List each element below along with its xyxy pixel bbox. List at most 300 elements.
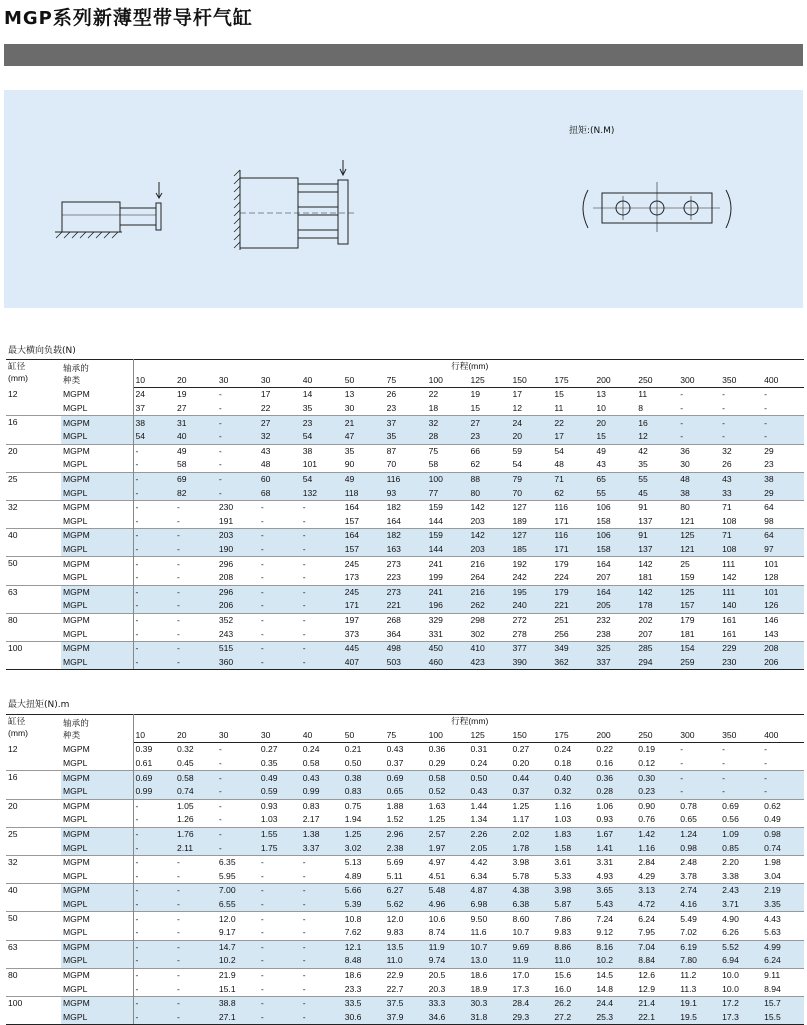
value-cell: 5.62 — [385, 898, 427, 912]
stroke-column-header: 350 — [720, 374, 762, 388]
bore-size-cell — [6, 458, 61, 472]
value-cell: 0.39 — [135, 744, 153, 755]
value-cell: - — [133, 543, 175, 557]
guide-rod-diagram — [234, 160, 356, 250]
value-cell: 181 — [680, 628, 695, 639]
value-cell: 10.2 — [594, 954, 636, 968]
value-cell: 199 — [428, 572, 443, 583]
value-cell: 21.9 — [217, 968, 259, 982]
value-cell: 64 — [762, 500, 804, 514]
value-cell: 192 — [510, 557, 552, 571]
stroke-column-header: 10 — [133, 729, 175, 743]
value-cell: 43 — [720, 472, 762, 486]
value-cell: 4.43 — [762, 912, 804, 926]
table-row — [6, 827, 804, 841]
table-row — [6, 444, 804, 458]
value-cell: 21 — [343, 416, 385, 430]
value-cell: - — [133, 486, 175, 500]
value-cell: 179 — [678, 613, 720, 627]
type-header: 轴承的 种类 — [61, 715, 133, 743]
value-cell: 0.20 — [512, 758, 530, 769]
size-header: 缸径 (mm) — [6, 360, 61, 388]
value-cell: 12.0 — [385, 912, 427, 926]
bearing-type-cell: MGPL — [61, 430, 133, 444]
value-cell: 3.98 — [552, 884, 594, 898]
value-cell: 154 — [678, 641, 720, 655]
value-cell: 17.2 — [720, 996, 762, 1010]
value-cell: - — [135, 572, 139, 583]
value-cell: 329 — [427, 613, 469, 627]
value-cell: 35 — [638, 459, 648, 470]
value-cell: 14.8 — [596, 983, 614, 994]
value-cell: 157 — [343, 543, 385, 557]
value-cell: - — [301, 884, 343, 898]
bore-size-cell: 50 — [6, 557, 61, 571]
value-cell: - — [259, 655, 301, 669]
value-cell: 325 — [594, 641, 636, 655]
value-cell: 298 — [469, 613, 511, 627]
bearing-type-cell: MGPL — [61, 627, 133, 641]
value-cell: 23 — [764, 459, 774, 470]
value-cell: - — [218, 814, 222, 825]
stroke-column-header: 30 — [217, 374, 259, 388]
table-row — [6, 996, 804, 1010]
value-cell: 2.57 — [427, 827, 469, 841]
value-cell: 221 — [552, 599, 594, 613]
value-cell: 71 — [552, 472, 594, 486]
value-cell: 80 — [469, 486, 511, 500]
value-cell: 0.93 — [596, 814, 614, 825]
value-cell: 143 — [764, 628, 779, 639]
bore-size-cell: 32 — [6, 855, 61, 869]
value-cell: 101 — [762, 585, 804, 599]
bore-size-cell: 63 — [6, 585, 61, 599]
value-cell: - — [259, 884, 301, 898]
value-cell: 2.20 — [720, 855, 762, 869]
bore-size-cell: 100 — [6, 996, 61, 1010]
value-cell: 66 — [469, 444, 511, 458]
stroke-column-header: 175 — [552, 729, 594, 743]
value-cell: 0.69 — [720, 799, 762, 813]
value-cell: 171 — [554, 515, 569, 526]
bearing-type-cell: MGPL — [61, 543, 133, 557]
value-cell: 15 — [470, 403, 481, 414]
value-cell: 35 — [302, 403, 313, 414]
value-cell: - — [217, 430, 259, 444]
value-cell: 0.40 — [552, 771, 594, 785]
value-cell: - — [133, 529, 175, 543]
value-cell: 58 — [428, 459, 439, 470]
value-cell: - — [133, 996, 175, 1010]
value-cell: 181 — [638, 572, 653, 583]
table-row — [6, 402, 804, 416]
value-cell: 33.5 — [343, 996, 385, 1010]
value-cell: 36 — [678, 444, 720, 458]
value-cell: 38 — [301, 444, 343, 458]
table-row — [6, 543, 804, 557]
bearing-type-cell: MGPL — [61, 402, 133, 416]
stroke-column-header: 150 — [510, 729, 552, 743]
value-cell: 10.2 — [217, 954, 259, 968]
value-cell: 69 — [175, 472, 217, 486]
value-cell: 17.0 — [510, 968, 552, 982]
bore-size-cell — [6, 870, 61, 884]
value-cell: 1.03 — [260, 814, 278, 825]
value-cell: - — [762, 416, 804, 430]
value-cell: - — [259, 613, 301, 627]
value-cell: 33.3 — [427, 996, 469, 1010]
value-cell: 445 — [343, 641, 385, 655]
value-cell: 178 — [636, 599, 678, 613]
value-cell: 22 — [552, 416, 594, 430]
value-cell: 2.05 — [469, 841, 511, 855]
value-cell: 206 — [762, 655, 804, 669]
value-cell: 8.74 — [428, 927, 446, 938]
bearing-type-cell: MGPL — [61, 870, 133, 884]
value-cell: 6.38 — [510, 898, 552, 912]
torque-unit-label: 扭矩:(N.M) — [569, 126, 615, 136]
value-cell: 38 — [133, 416, 175, 430]
table-row — [6, 813, 804, 827]
value-cell: - — [764, 758, 767, 769]
value-cell: 1.03 — [554, 814, 572, 825]
value-cell: 19 — [176, 389, 187, 400]
value-cell: 0.28 — [594, 785, 636, 799]
value-cell: 1.55 — [259, 827, 301, 841]
value-cell: - — [135, 870, 139, 881]
value-cell: 15 — [554, 389, 564, 400]
stroke-column-header: 40 — [301, 374, 343, 388]
value-cell: 31 — [175, 416, 217, 430]
value-cell: 0.58 — [427, 771, 469, 785]
value-cell: 49 — [594, 444, 636, 458]
value-cell: 12.0 — [217, 912, 259, 926]
value-cell: 0.58 — [302, 758, 320, 769]
bore-size-cell: 20 — [6, 444, 61, 458]
bearing-type-cell: MGPM — [61, 641, 133, 655]
value-cell: 352 — [217, 613, 259, 627]
value-cell: 171 — [552, 543, 594, 557]
bore-size-cell — [6, 757, 61, 771]
value-cell: - — [259, 954, 301, 968]
value-cell: - — [217, 799, 259, 813]
value-cell: 90 — [344, 459, 355, 470]
value-cell: 18 — [428, 403, 439, 414]
value-cell: 18.6 — [343, 968, 385, 982]
load-diagram-panel — [4, 90, 803, 308]
value-cell: 15.6 — [552, 968, 594, 982]
value-cell: 3.37 — [301, 841, 343, 855]
value-cell: 5.78 — [512, 870, 530, 881]
value-cell: 503 — [385, 655, 427, 669]
value-cell: - — [302, 983, 306, 994]
table-row — [6, 968, 804, 982]
value-cell: 32 — [427, 416, 469, 430]
value-cell: 28 — [427, 430, 469, 444]
value-cell: 6.98 — [469, 898, 511, 912]
value-cell: 158 — [594, 543, 636, 557]
value-cell: 0.93 — [259, 799, 301, 813]
bore-size-cell: 16 — [6, 771, 61, 785]
value-cell: 75 — [427, 444, 469, 458]
table-row — [6, 515, 804, 529]
value-cell: 126 — [762, 599, 804, 613]
value-cell: - — [218, 389, 222, 400]
value-cell: 4.16 — [678, 898, 720, 912]
table-row — [6, 557, 804, 571]
value-cell: 8.16 — [594, 940, 636, 954]
stroke-column-header: 75 — [385, 374, 427, 388]
value-cell: - — [217, 472, 259, 486]
value-cell: 27 — [176, 403, 187, 414]
value-cell: 1.76 — [175, 827, 217, 841]
bearing-type-cell: MGPM — [61, 388, 133, 402]
value-cell: 450 — [427, 641, 469, 655]
value-cell: - — [260, 572, 264, 583]
value-cell: 9.83 — [554, 927, 572, 938]
value-cell: 16 — [636, 416, 678, 430]
value-cell: 6.24 — [636, 912, 678, 926]
value-cell: 1.06 — [594, 799, 636, 813]
bearing-type-cell: MGPM — [61, 799, 133, 813]
bearing-type-cell: MGPL — [61, 458, 133, 472]
value-cell: 5.95 — [218, 870, 236, 881]
value-cell: 43 — [259, 444, 301, 458]
stroke-column-header: 150 — [510, 374, 552, 388]
value-cell: 31.8 — [469, 1010, 511, 1024]
table-row — [6, 926, 804, 940]
value-cell: 68 — [259, 486, 301, 500]
value-cell: 70 — [510, 486, 552, 500]
bore-size-cell — [6, 430, 61, 444]
value-cell: 108 — [722, 515, 737, 526]
value-cell: 190 — [217, 543, 259, 557]
value-cell: 1.52 — [386, 814, 404, 825]
value-cell: 4.29 — [638, 870, 655, 881]
value-cell: 64 — [762, 529, 804, 543]
value-cell: - — [176, 628, 180, 639]
table-row — [6, 529, 804, 543]
value-cell: - — [260, 515, 264, 526]
value-cell: 55 — [594, 486, 636, 500]
table-row — [6, 416, 804, 430]
value-cell: 349 — [552, 641, 594, 655]
value-cell: 5.66 — [343, 884, 385, 898]
value-cell: 268 — [385, 613, 427, 627]
stroke-column-header: 125 — [469, 374, 511, 388]
value-cell: - — [259, 543, 301, 557]
value-cell: 5.33 — [554, 870, 572, 881]
value-cell: - — [301, 641, 343, 655]
stroke-column-header: 250 — [636, 729, 678, 743]
value-cell: - — [260, 983, 264, 994]
value-cell: 22.9 — [385, 968, 427, 982]
header-bar — [4, 44, 803, 66]
value-cell: 2.43 — [720, 884, 762, 898]
value-cell: 6.24 — [762, 954, 804, 968]
value-cell: 0.36 — [428, 744, 446, 755]
value-cell: 9.83 — [386, 927, 404, 938]
value-cell: 42 — [636, 444, 678, 458]
value-cell: 35 — [343, 444, 385, 458]
value-cell: - — [764, 389, 767, 400]
value-cell: - — [217, 771, 259, 785]
value-cell: 205 — [594, 599, 636, 613]
value-cell: 159 — [427, 529, 469, 543]
value-cell: 171 — [343, 599, 385, 613]
value-cell: 216 — [469, 585, 511, 599]
bore-size-cell: 80 — [6, 968, 61, 982]
value-cell: - — [301, 529, 343, 543]
value-cell: 1.88 — [385, 799, 427, 813]
value-cell: 337 — [594, 655, 636, 669]
value-cell: 241 — [427, 557, 469, 571]
value-cell: 21.4 — [636, 996, 678, 1010]
table-row — [6, 1010, 804, 1024]
value-cell: - — [133, 827, 175, 841]
value-cell: 18.6 — [469, 968, 511, 982]
value-cell: 9.74 — [427, 954, 469, 968]
value-cell: 12 — [636, 430, 678, 444]
value-cell: - — [722, 403, 725, 414]
stroke-column-header: 125 — [469, 729, 511, 743]
bore-size-cell: 16 — [6, 416, 61, 430]
value-cell: - — [218, 459, 222, 470]
stroke-column-header: 30 — [259, 729, 301, 743]
value-cell: 0.27 — [512, 744, 530, 755]
value-cell: - — [301, 898, 343, 912]
stroke-column-header: 75 — [385, 729, 427, 743]
value-cell: 62 — [470, 459, 481, 470]
stroke-column-header: 200 — [594, 729, 636, 743]
value-cell: - — [217, 785, 259, 799]
bore-size-cell — [6, 841, 61, 855]
value-cell: - — [133, 940, 175, 954]
value-cell: 4.96 — [427, 898, 469, 912]
value-cell: 179 — [552, 585, 594, 599]
value-cell: 22.7 — [386, 983, 404, 994]
bearing-type-cell: MGPM — [61, 855, 133, 869]
value-cell: - — [218, 744, 222, 755]
value-cell: 232 — [594, 613, 636, 627]
value-cell: 0.59 — [259, 785, 301, 799]
value-cell: - — [176, 572, 180, 583]
value-cell: 22 — [260, 403, 271, 414]
value-cell: 294 — [636, 655, 678, 669]
value-cell: - — [217, 444, 259, 458]
value-cell: 1.25 — [428, 814, 446, 825]
value-cell: 407 — [343, 655, 385, 669]
value-cell: - — [762, 771, 804, 785]
torque-section-title: 最大扭矩(N).m — [8, 700, 70, 710]
table-row — [6, 799, 804, 813]
value-cell: 20.3 — [428, 983, 446, 994]
title-description: 系列新薄型带导杆气缸 — [52, 7, 253, 29]
value-cell: - — [762, 785, 804, 799]
value-cell: 101 — [762, 557, 804, 571]
bore-size-cell — [6, 655, 61, 669]
value-cell: - — [133, 912, 175, 926]
bearing-type-cell: MGPL — [61, 926, 133, 940]
value-cell: 10.6 — [427, 912, 469, 926]
bore-size-cell: 50 — [6, 912, 61, 926]
value-cell: - — [133, 472, 175, 486]
bore-size-cell — [6, 898, 61, 912]
value-cell: 185 — [510, 543, 552, 557]
value-cell: 164 — [594, 557, 636, 571]
value-cell: 331 — [428, 628, 443, 639]
value-cell: - — [259, 996, 301, 1010]
value-cell: 3.35 — [762, 898, 804, 912]
value-cell: 2.74 — [678, 884, 720, 898]
value-cell: 0.49 — [764, 814, 781, 825]
value-cell: 7.80 — [678, 954, 720, 968]
value-cell: 7.00 — [217, 884, 259, 898]
stroke-column-header: 20 — [175, 729, 217, 743]
value-cell: 142 — [636, 585, 678, 599]
value-cell: 0.32 — [552, 785, 594, 799]
value-cell: 1.63 — [427, 799, 469, 813]
value-cell: - — [259, 557, 301, 571]
value-cell: 142 — [722, 572, 737, 583]
value-cell: - — [720, 430, 762, 444]
value-cell: 7.62 — [344, 927, 362, 938]
value-cell: 0.69 — [385, 771, 427, 785]
value-cell: 98 — [764, 515, 774, 526]
value-cell: 7.24 — [594, 912, 636, 926]
value-cell: 245 — [343, 585, 385, 599]
value-cell: 157 — [344, 515, 360, 526]
stroke-column-header: 400 — [762, 374, 804, 388]
value-cell: 27 — [469, 416, 511, 430]
value-cell: 11 — [554, 403, 564, 414]
value-cell: 4.87 — [469, 884, 511, 898]
value-cell: 0.69 — [133, 771, 175, 785]
value-cell: 101 — [302, 459, 318, 470]
value-cell: 362 — [552, 655, 594, 669]
value-cell: 0.50 — [469, 771, 511, 785]
bearing-type-cell: MGPM — [61, 771, 133, 785]
value-cell: 4.99 — [762, 940, 804, 954]
value-cell: 137 — [638, 515, 653, 526]
value-cell: - — [135, 459, 139, 470]
value-cell: 11.3 — [680, 983, 697, 994]
bearing-type-cell: MGPM — [61, 743, 133, 757]
value-cell: 26 — [386, 389, 397, 400]
bore-size-cell: 25 — [6, 472, 61, 486]
value-cell: 8.48 — [343, 954, 385, 968]
stroke-column-header: 350 — [720, 729, 762, 743]
value-cell: 4.97 — [427, 855, 469, 869]
value-cell: 515 — [217, 641, 259, 655]
value-cell: - — [135, 628, 139, 639]
value-cell: 24 — [510, 416, 552, 430]
value-cell: 106 — [594, 529, 636, 543]
value-cell: - — [133, 585, 175, 599]
value-cell: 9.17 — [218, 927, 236, 938]
bore-size-cell — [6, 813, 61, 827]
value-cell: 223 — [386, 572, 401, 583]
value-cell: 1.34 — [470, 814, 488, 825]
value-cell: 164 — [343, 500, 385, 514]
value-cell: 49 — [175, 444, 217, 458]
value-cell: 17.3 — [720, 1010, 762, 1024]
value-cell: 10.7 — [512, 927, 530, 938]
bore-size-cell: 12 — [6, 743, 61, 757]
value-cell: - — [301, 543, 343, 557]
value-cell: - — [722, 758, 725, 769]
bore-size-cell: 12 — [6, 388, 61, 402]
